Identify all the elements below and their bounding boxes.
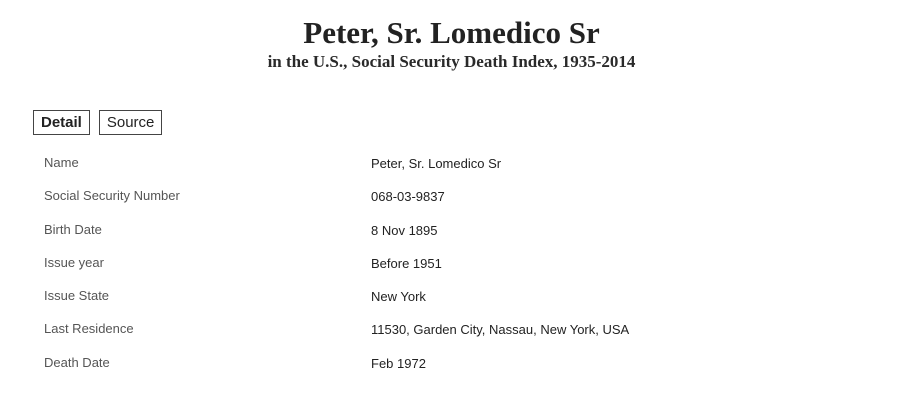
tab-source[interactable]: Source bbox=[99, 110, 163, 135]
detail-label: Issue year bbox=[44, 254, 104, 270]
detail-value: 8 Nov 1895 bbox=[371, 222, 438, 238]
detail-label: Last Residence bbox=[44, 321, 134, 337]
detail-row-birth-date bbox=[44, 219, 864, 252]
detail-label: Name bbox=[44, 155, 79, 170]
detail-label: Issue State bbox=[44, 288, 110, 304]
detail-table bbox=[44, 152, 864, 385]
record-header bbox=[0, 14, 903, 72]
detail-row-name bbox=[44, 152, 864, 185]
page-title: Peter, Sr. Lomedico Sr bbox=[303, 15, 600, 50]
detail-value: Peter, Sr. Lomedico Sr bbox=[371, 156, 502, 171]
detail-row-ssn bbox=[44, 185, 864, 218]
tab-detail[interactable]: Detail bbox=[33, 110, 90, 135]
detail-value: 11530, Garden City, Nassau, New York, USA bbox=[371, 322, 630, 338]
detail-value: Before 1951 bbox=[371, 255, 442, 271]
detail-label: Death Date bbox=[44, 354, 110, 370]
detail-value: 068-03-9837 bbox=[371, 189, 445, 205]
detail-value: Feb 1972 bbox=[371, 355, 426, 371]
detail-row-issue-state bbox=[44, 285, 864, 318]
detail-row-last-residence bbox=[44, 318, 864, 351]
detail-value: New York bbox=[371, 289, 426, 305]
detail-row-issue-year bbox=[44, 252, 864, 285]
detail-label: Birth Date bbox=[44, 221, 102, 237]
detail-row-death-date bbox=[44, 352, 864, 385]
record-tabs bbox=[33, 110, 162, 135]
collection-subtitle: in the U.S., Social Security Death Index, 1935-2014 bbox=[267, 52, 636, 71]
detail-label: Social Security Number bbox=[44, 188, 180, 204]
